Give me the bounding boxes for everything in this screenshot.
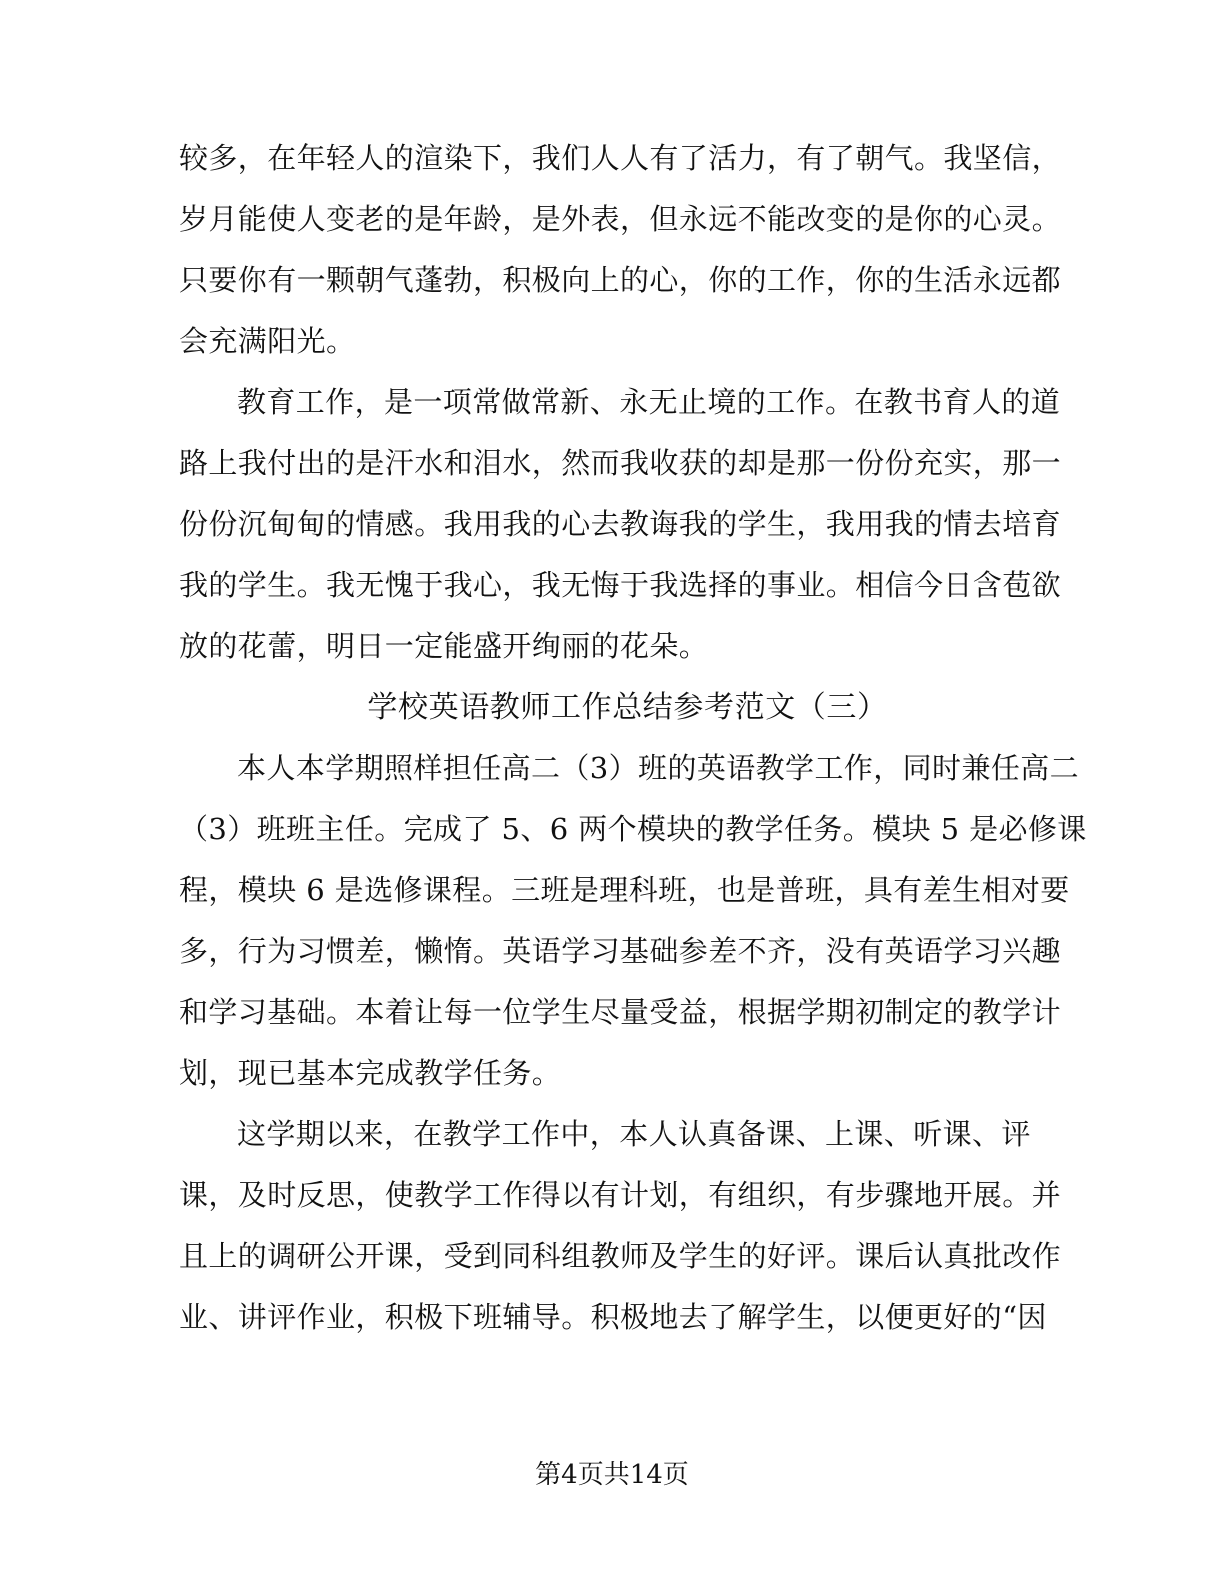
- text-line: 放的花蕾，明日一定能盛开绚丽的花朵。: [179, 629, 709, 663]
- text-line: （3）班班主任。完成了 5、6 两个模块的教学任务。模块 5 是必修课: [179, 812, 1087, 846]
- page-number: 第4页共14页: [535, 1460, 689, 1490]
- text-line: 较多，在年轻人的渲染下，我们人人有了活力，有了朝气。我坚信，: [179, 141, 1062, 175]
- text-line: 业、讲评作业，积极下班辅导。积极地去了解学生，以便更好的“因: [179, 1300, 1047, 1334]
- text-line: 这学期以来，在教学工作中，本人认真备课、上课、听课、评: [237, 1117, 1031, 1151]
- text-line: 会充满阳光。: [179, 324, 356, 358]
- paragraph-4: [179, 1104, 1062, 1348]
- paragraph-3: [179, 738, 1087, 1104]
- paragraph-1: [179, 128, 1062, 372]
- section-title: 学校英语教师工作总结参考范文（三）: [367, 690, 888, 725]
- text-line: 和学习基础。本着让每一位学生尽量受益，根据学期初制定的教学计: [179, 995, 1062, 1029]
- text-line: 程，模块 6 是选修课程。三班是理科班，也是普班，具有差生相对要: [179, 873, 1070, 907]
- text-line: 教育工作，是一项常做常新、永无止境的工作。在教书育人的道: [237, 385, 1061, 419]
- text-line: 课，及时反思，使教学工作得以有计划，有组织，有步骤地开展。并: [179, 1178, 1062, 1212]
- text-line: 多，行为习惯差，懒惰。英语学习基础参差不齐，没有英语学习兴趣: [179, 934, 1062, 968]
- text-line: 我的学生。我无愧于我心，我无悔于我选择的事业。相信今日含苞欲: [179, 568, 1062, 602]
- text-line: 路上我付出的是汗水和泪水，然而我收获的却是那一份份充实，那一: [179, 446, 1062, 480]
- text-line: 只要你有一颗朝气蓬勃，积极向上的心，你的工作，你的生活永远都: [179, 263, 1062, 297]
- document-body: [179, 128, 1087, 1348]
- text-line: 本人本学期照样担任高二（3）班的英语教学工作，同时兼任高二: [237, 751, 1080, 785]
- text-line: 岁月能使人变老的是年龄，是外表，但永远不能改变的是你的心灵。: [179, 202, 1062, 236]
- text-line: 份份沉甸甸的情感。我用我的心去教诲我的学生，我用我的情去培育: [179, 507, 1062, 541]
- text-line: 划，现已基本完成教学任务。: [179, 1056, 562, 1090]
- text-line: 且上的调研公开课，受到同科组教师及学生的好评。课后认真批改作: [179, 1239, 1062, 1273]
- paragraph-2: [179, 372, 1062, 677]
